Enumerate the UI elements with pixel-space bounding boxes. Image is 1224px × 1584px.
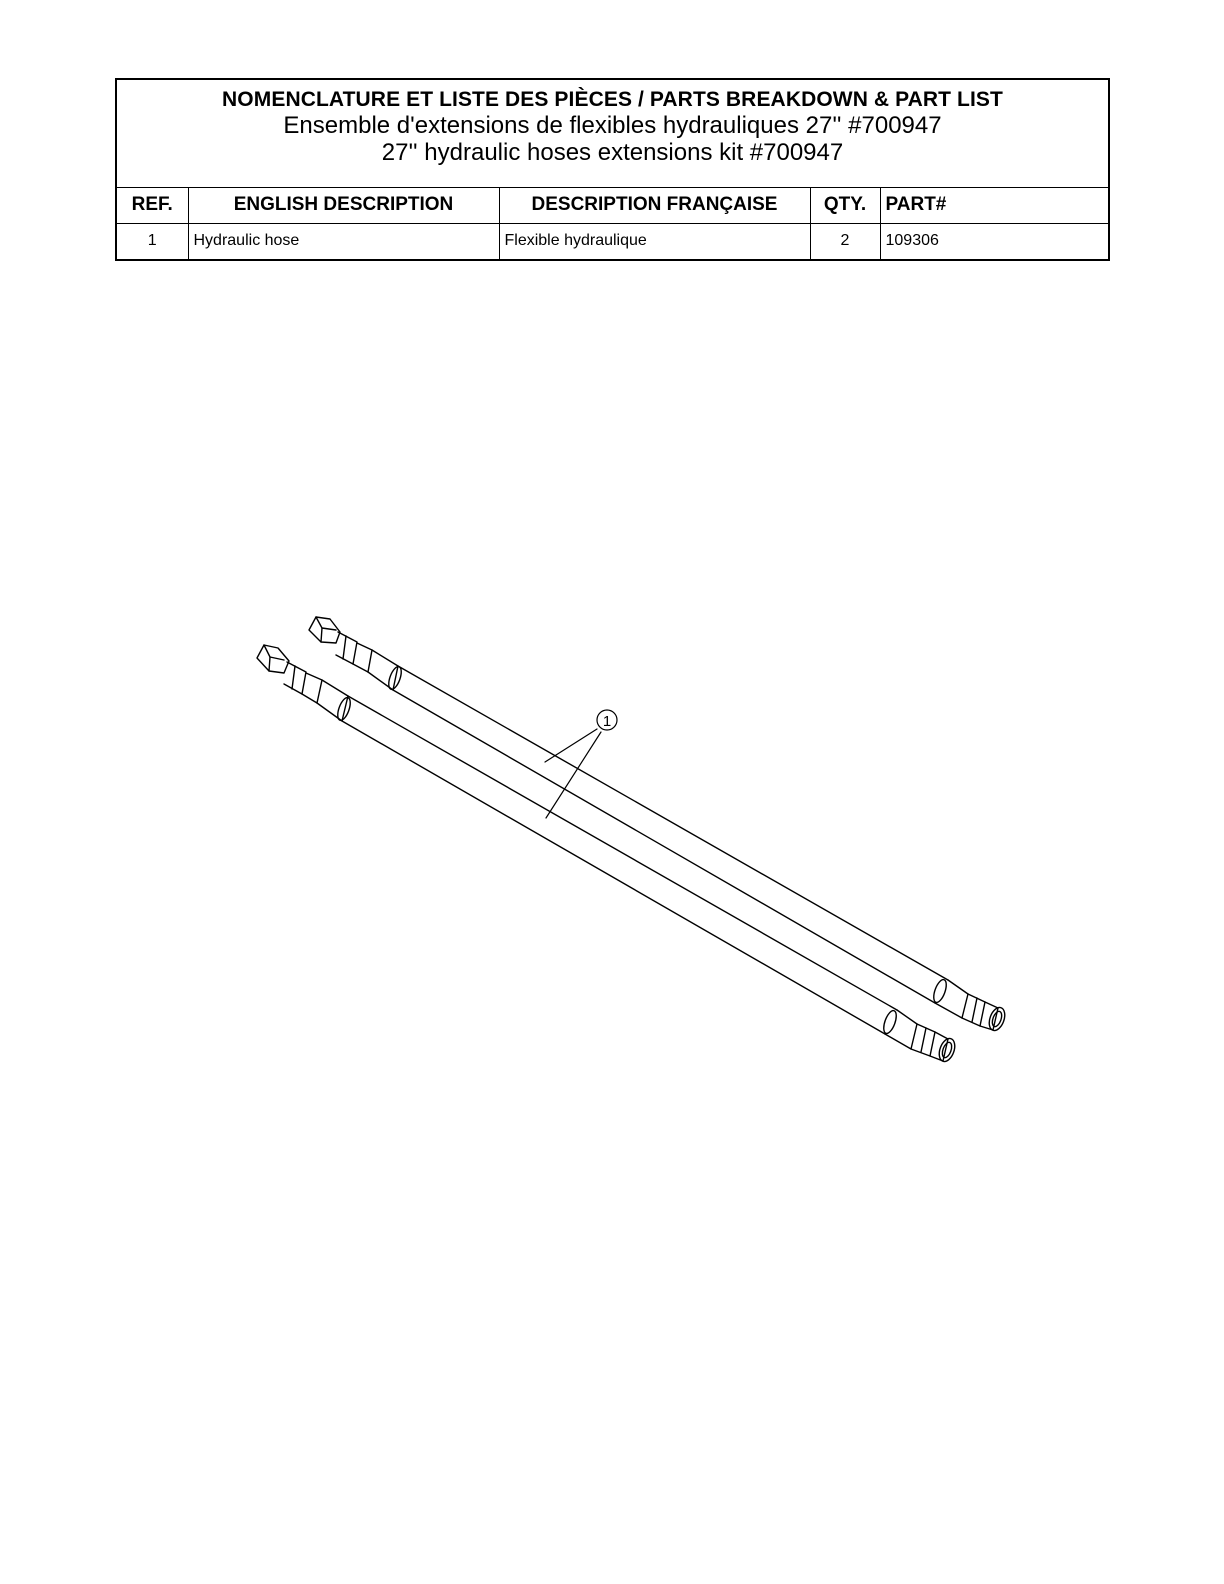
kit-title-french: Ensemble d'extensions de flexibles hydrauliques 27'' #700947 — [283, 112, 942, 139]
cell-qty: 2 — [810, 223, 880, 259]
col-header-qty: QTY. — [810, 188, 880, 223]
document-title: NOMENCLATURE ET LISTE DES PIÈCES / PARTS BREAKDOWN & PART LIST — [222, 88, 1003, 111]
callout-leader-line-back — [545, 729, 597, 762]
col-header-english: ENGLISH DESCRIPTION — [188, 188, 499, 223]
callout-label: 1 — [602, 713, 612, 730]
cell-english-description: Hydraulic hose — [188, 223, 499, 259]
kit-title-english: 27'' hydraulic hoses extensions kit #700947 — [381, 139, 844, 166]
cell-french-description: Flexible hydraulique — [499, 223, 810, 259]
cell-part-number: 109306 — [885, 232, 939, 250]
col-header-french: DESCRIPTION FRANÇAISE — [499, 188, 810, 223]
hose-back-illustration — [309, 617, 1008, 1033]
cell-ref: 1 — [117, 223, 188, 259]
callout-bubble — [597, 710, 617, 730]
hose-front-illustration — [257, 645, 958, 1064]
col-header-ref: REF. — [117, 188, 188, 223]
col-header-part: PART# — [880, 188, 1108, 223]
